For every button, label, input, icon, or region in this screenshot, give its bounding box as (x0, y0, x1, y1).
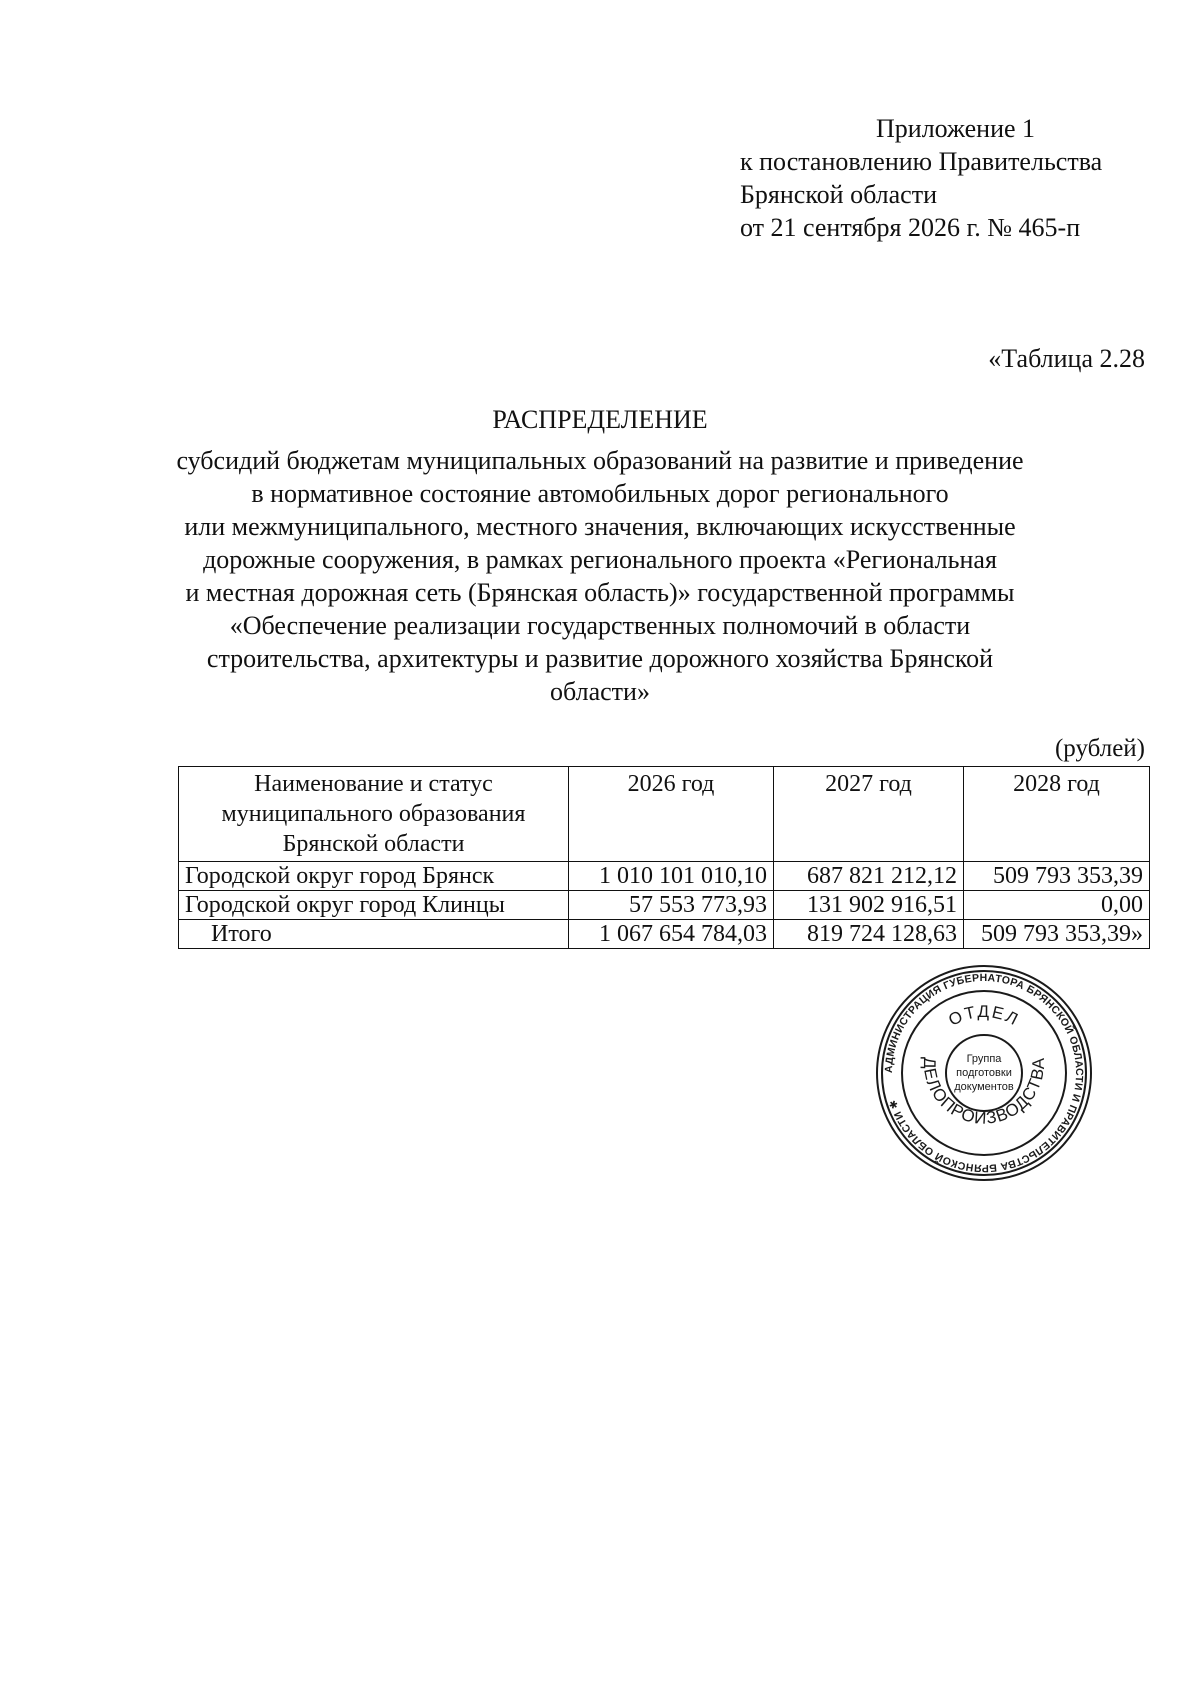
appendix-resolution: к постановлению Правительства (740, 147, 1103, 176)
table-header-row (179, 767, 1150, 862)
appendix-block (740, 112, 1102, 244)
document-subtitle (100, 444, 1100, 708)
cell-amount: 57 553 773,93 (569, 891, 774, 920)
cell-total-label: Итого (179, 920, 569, 949)
header-municipality: Наименование и статус муниципального образования Брянской области (179, 767, 569, 862)
subtitle-line: строительства, архитектуры и развитие дорожного хозяйства Брянской (206, 644, 994, 673)
table-total-row (179, 920, 1150, 949)
cell-amount: 0,00 (964, 891, 1150, 920)
cell-municipality: Городской округ город Клинцы (179, 891, 569, 920)
subtitle-line: субсидий бюджетам муниципальных образований на развитие и приведение (176, 446, 1024, 475)
table-reference: «Таблица 2.28 (988, 344, 1145, 373)
table-row (179, 891, 1150, 920)
cell-amount: 509 793 353,39 (964, 862, 1150, 891)
stamp-top-word: ОТДЕЛ (945, 1002, 1023, 1030)
stamp-center-line: Группа (966, 1053, 1002, 1065)
appendix-number: Приложение 1 (876, 114, 1036, 143)
cell-total-amount: 509 793 353,39» (964, 920, 1150, 949)
subtitle-line: дорожные сооружения, в рамках регионального проекта «Региональная (203, 545, 997, 574)
stamp-center-line: документов (954, 1081, 1014, 1093)
cell-amount: 687 821 212,12 (774, 862, 964, 891)
subtitle-line: или межмуниципального, местного значения, включающих искусственные (184, 512, 1016, 541)
subtitle-line: области» (550, 677, 650, 706)
header-year-2027: 2027 год (774, 767, 964, 862)
units-label: (рублей) (1054, 735, 1145, 762)
subtitle-line: «Обеспечение реализации государственных полномочий в области (229, 611, 971, 640)
stamp-outer-text: АДМИНИСТРАЦИЯ ГУБЕРНАТОРА БРЯНСКОЙ ОБЛАСТИ И ПРАВИТЕЛЬСТВА БРЯНСКОЙ ОБЛАСТИ ✱ (882, 971, 1086, 1175)
subtitle-line: в нормативное состояние автомобильных дорог регионального (251, 479, 949, 508)
cell-total-amount: 819 724 128,63 (774, 920, 964, 949)
document-title: РАСПРЕДЕЛЕНИЕ (492, 405, 708, 434)
stamp-center-line: подготовки (956, 1067, 1012, 1079)
table-row (179, 862, 1150, 891)
cell-amount: 1 010 101 010,10 (569, 862, 774, 891)
cell-amount: 131 902 916,51 (774, 891, 964, 920)
header-year-2028: 2028 год (964, 767, 1150, 862)
cell-municipality: Городской округ город Брянск (179, 862, 569, 891)
cell-total-amount: 1 067 654 784,03 (569, 920, 774, 949)
stamp-ring-word: ДЕЛОПРОИЗВОДСТВА (919, 1056, 1049, 1128)
appendix-region: Брянской области (740, 180, 937, 209)
header-year-2026: 2026 год (569, 767, 774, 862)
budget-table (178, 766, 1150, 949)
official-stamp (873, 962, 1095, 1184)
appendix-date-number: от 21 сентября 2026 г. № 465-п (740, 213, 1081, 242)
subtitle-line: и местная дорожная сеть (Брянская область)» государственной программы (185, 578, 1015, 607)
